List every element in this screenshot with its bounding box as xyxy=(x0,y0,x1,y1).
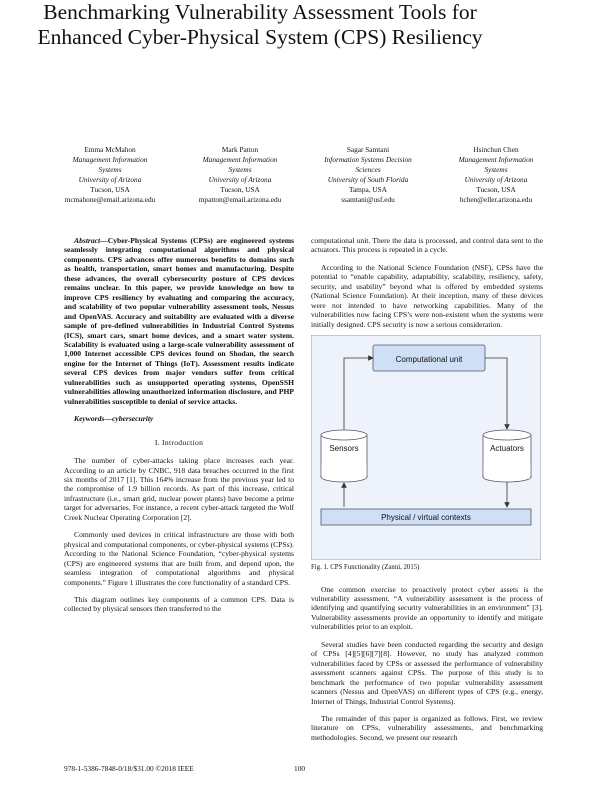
physical-context-label: Physical / virtual contexts xyxy=(381,513,471,523)
author-email: hchen@eller.arizona.edu xyxy=(459,194,533,204)
actuators-label: Actuators xyxy=(490,444,524,454)
author-affiliation: University of Arizona xyxy=(78,174,142,184)
right-paragraph-3: Several studies have been conducted regarding the security and design of CPSs [4][5][6][7][8]. However, no study has analyzed common vulnerabilities faced by CPSs or assessed the performance of vulnerability assessment scanners against CPSs. The purpose of this study is to benchmark the performance of two popular vulnerability assessment scanners (Nessus and OpenVAS) on different types of CPS (e.g., energy, Internet of Things, Industrial Control Systems). xyxy=(311,639,543,706)
author-affiliation: University of Arizona xyxy=(464,174,528,184)
title-line-2: Enhanced Cyber-Physical System (CPS) Resiliency xyxy=(37,25,483,49)
actuators-cylinder xyxy=(483,430,531,482)
author-name: Mark Patton xyxy=(221,145,259,154)
right-column xyxy=(311,236,543,742)
intro-paragraph-3: This diagram outlines key components of a common CPS. Data is collected by physical sensors then transferred to the xyxy=(64,594,294,614)
abstract-lead: Abstract— xyxy=(74,236,108,245)
sensors-label: Sensors xyxy=(329,444,359,454)
intro-paragraph-2: Commonly used devices in critical infrastructure are those with both physical and computational components, or cyber-physical systems (CPSs). According to the National Science Foundation, “cyber-physical systems (CPS) are engineered systems that are built from, and depend upon, the seamless integration of computational algorithms and physical components.” Figure 1 illustrates the core functionality of a standard CPS. xyxy=(64,530,294,587)
cps-functionality-figure xyxy=(311,335,541,560)
author-affiliation: Management Information xyxy=(458,154,534,164)
author-city: Tucson, USA xyxy=(476,184,516,194)
author-affiliation: Management Information xyxy=(72,154,148,164)
abstract-body: Cyber-Physical Systems (CPSs) are engineered systems seamlessly integrating computational algorithms and physical components. CPS advances offer numerous benefits to domains such as health, transportation, smart homes and manufacturing. Despite these advances, the overall cybersecurity posture of CPS devices remains unclear. In this paper, we provide knowledge on how to improve CPS resiliency by evaluating and comparing the accuracy, and scalability of two popular vulnerability assessment tools, Nessus and OpenVAS. Accuracy and suitability are evaluated with a diverse sample of pre-defined vulnerabilities in Industrial Control Systems (ICS), smart cars, smart home devices, and a smart water system. Scalability is evaluated using a large-scale vulnerability assessment of 1,000 Internet accessible CPS devices found on Shodan, the search engine for the Internet of Things (IoT). Assessment results indicate several CPS devices from major vendors suffer from critical vulnerabilities such as unsupported operating systems, OpenSSH vulnerabilities allowing unauthorized information disclosure, and PHP vulnerabilities susceptible to denial of service attacks. xyxy=(64,236,294,406)
author-affiliation: Information Systems Decision xyxy=(324,154,412,164)
author-2 xyxy=(178,145,302,204)
computational-unit-label: Computational unit xyxy=(395,355,463,365)
intro-paragraph-1: The number of cyber-attacks taking place increases each year. According to an article by CNBC, 918 data breaches occurred in the first six months of 2017 [1]. This 164% increase from the previous year led to the compromise of 1.9 billion records. As part of this increase, critical infrastructure (i.e., smart grid, nuclear power plants) have become a prime target for adversaries. For instance, a recent cyber-attack targeted the Wolf Creek Nuclear Operating Corporation [2]. xyxy=(64,456,294,522)
author-affiliation: Management Information xyxy=(202,154,278,164)
right-paragraph-2: One common exercise to proactively protect cyber assets is the vulnerability assessment. “A vulnerability assessment is the process of identifying and quantifying security vulnerabilities in an environment” [3]. Vulnerability assessments provide an opportunity to identify and mitigate vulnerabilities prior to an exploit. xyxy=(311,584,543,632)
section-heading: I. Introduction xyxy=(154,437,204,447)
author-affiliation: Systems xyxy=(98,164,122,174)
author-affiliation: Sciences xyxy=(355,164,381,174)
author-email: mpatton@email.arizona.edu xyxy=(198,194,282,204)
author-email: mcmahone@email.arizona.edu xyxy=(64,194,156,204)
cps-diagram xyxy=(311,335,541,560)
title-line-1: Benchmarking Vulnerability Assessment Tools for xyxy=(43,0,477,24)
page-number: 100 xyxy=(294,764,306,773)
keywords: Keywords—cybersecurity xyxy=(74,414,154,424)
figure-caption: Fig. 1. CPS Functionality (Zanni, 2015) xyxy=(311,564,420,572)
author-1 xyxy=(48,145,172,204)
right-paragraph-0: computational unit. There the data is processed, and control data sent to the actuators. This process is repeated in a cycle. xyxy=(311,236,543,255)
sensors-cylinder xyxy=(321,430,367,482)
author-email: ssamtani@usf.edu xyxy=(341,194,395,204)
author-name: Emma McMahon xyxy=(84,145,136,154)
author-affiliation: University of Arizona xyxy=(208,174,272,184)
author-name: Sagar Samtani xyxy=(346,145,390,154)
author-affiliation: Systems xyxy=(484,164,508,174)
footer-copyright: 978-1-5386-7848-0/18/$31.00 ©2018 IEEE xyxy=(64,764,194,773)
paper-title xyxy=(0,0,520,50)
author-3 xyxy=(306,145,430,204)
author-city: Tampa, USA xyxy=(349,184,387,194)
author-affiliation: Systems xyxy=(228,164,252,174)
left-column xyxy=(64,236,294,614)
author-city: Tucson, USA xyxy=(220,184,260,194)
right-paragraph-1: According to the National Science Foundation (NSF), CPSs have the potential to “enable capability, adaptability, scalability, resiliency, safety, security, and usability” beyond what is offered by embedded systems (National Science Foundation). At their inception, many of these devices were not intended to have networking capabilities. Many of the vulnerabilities now facing CPS’s were non-existent when the systems were initially designed. CPS security is now a serious consideration. xyxy=(311,262,543,329)
author-4 xyxy=(434,145,558,204)
abstract xyxy=(64,236,294,406)
author-name: Hsinchun Chen xyxy=(473,145,519,154)
author-city: Tucson, USA xyxy=(90,184,130,194)
right-paragraph-4: The remainder of this paper is organized as follows. First, we review literature on CPSs, vulnerability assessments, and benchmarking methodologies. Second, we present our research xyxy=(311,713,543,742)
author-affiliation: University of South Florida xyxy=(327,174,409,184)
